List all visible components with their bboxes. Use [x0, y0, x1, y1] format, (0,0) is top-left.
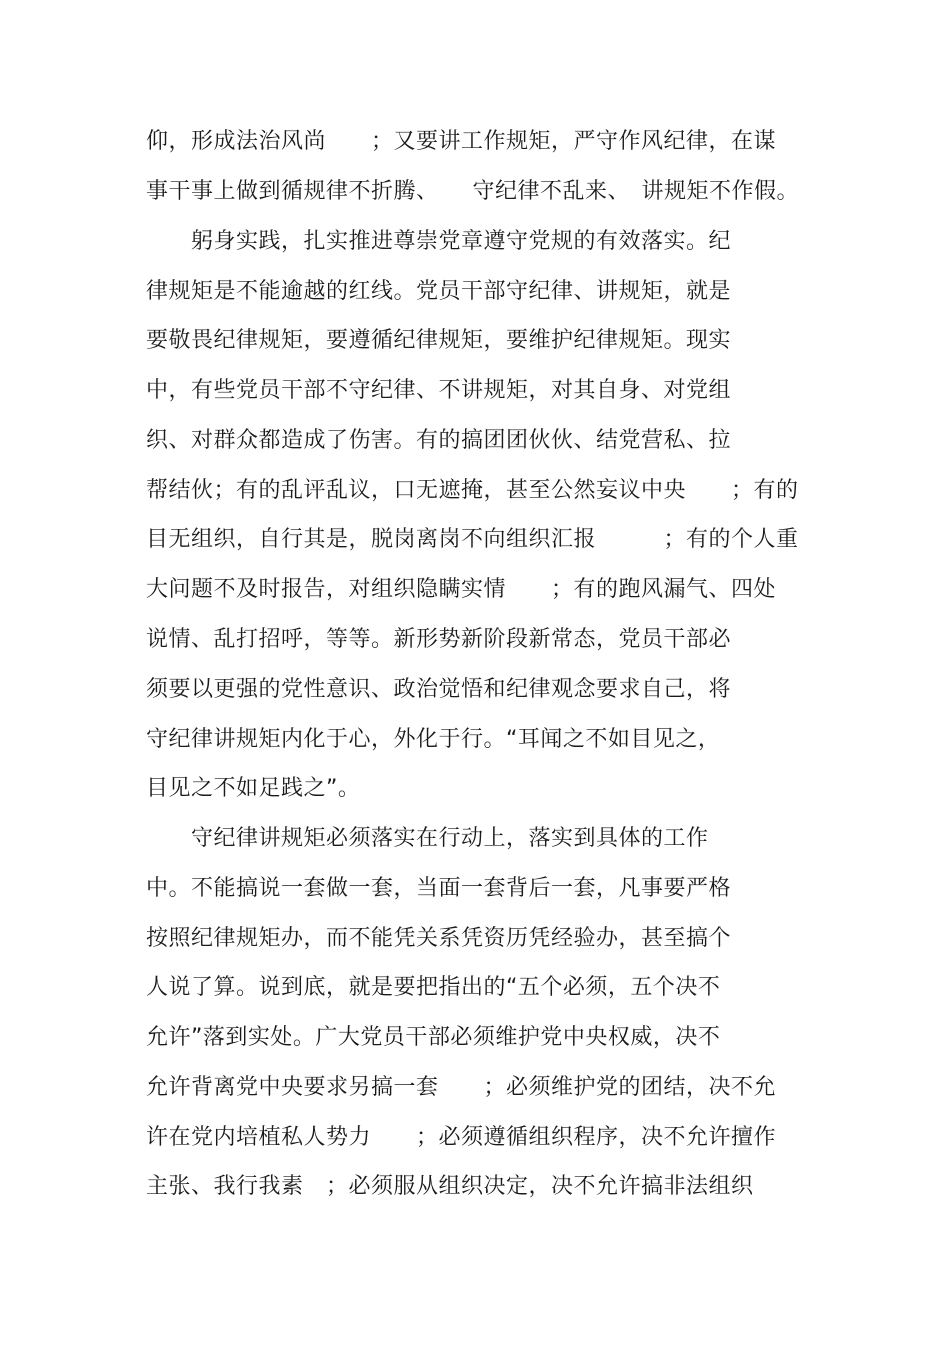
text-line: 要敬畏纪律规矩，要遵循纪律规矩，要维护纪律规矩。现实	[146, 328, 732, 353]
text-line: 允许背离党中央要求另搞一套 ；必须维护党的团结，决不允	[146, 1075, 777, 1100]
text-line: 守纪律讲规矩必须落实在行动上，落实到具体的工作	[146, 826, 709, 851]
text-line: 许在党内培植私人势力 ；必须遵循组织程序，决不允许擅作	[146, 1125, 777, 1150]
text-line: 中，有些党员干部不守纪律、不讲规矩，对其自身、对党组	[146, 378, 732, 403]
text-line: 主张、我行我素 ；必须服从组织决定，决不允许搞非法组织	[146, 1174, 754, 1199]
text-line: 须要以更强的党性意识、政治觉悟和纪律观念要求自己，将	[146, 677, 732, 702]
text-line: 目无组织，自行其是，脱岗离岗不向组织汇报 ；有的个人重	[146, 527, 799, 552]
text-line: 帮结伙；有的乱评乱议，口无遮掩，甚至公然妄议中央 ；有的	[146, 478, 799, 503]
text-line: 允许”落到实处。广大党员干部必须维护党中央权威，决不	[146, 1025, 721, 1050]
text-line: 仰，形成法治风尚 ；又要讲工作规矩，严守作风纪律，在谋	[146, 129, 777, 154]
text-line: 事干事上做到循规律不折腾、 守纪律不乱来、 讲规矩不作假。	[146, 179, 800, 204]
text-line: 说情、乱打招呼，等等。新形势新阶段新常态，党员干部必	[146, 627, 732, 652]
text-line: 人说了算。说到底，就是要把指出的“五个必须，五个决不	[146, 975, 721, 1000]
text-line: 躬身实践，扎实推进尊崇党章遵守党规的有效落实。纪	[146, 229, 732, 254]
text-line: 织、对群众都造成了伤害。有的搞团团伙伙、结党营私、拉	[146, 428, 732, 453]
text-line: 大问题不及时报告，对组织隐瞒实情 ；有的跑风漏气、四处	[146, 577, 777, 602]
text-line: 守纪律讲规矩内化于心，外化于行。“耳闻之不如目见之，	[146, 727, 721, 752]
text-line: 律规矩是不能逾越的红线。党员干部守纪律、讲规矩，就是	[146, 279, 732, 304]
text-line: 目见之不如足践之”。	[146, 776, 361, 801]
text-line: 中。不能搞说一套做一套，当面一套背后一套，凡事要严格	[146, 876, 732, 901]
text-line: 按照纪律规矩办，而不能凭关系凭资历凭经验办，甚至搞个	[146, 926, 732, 951]
